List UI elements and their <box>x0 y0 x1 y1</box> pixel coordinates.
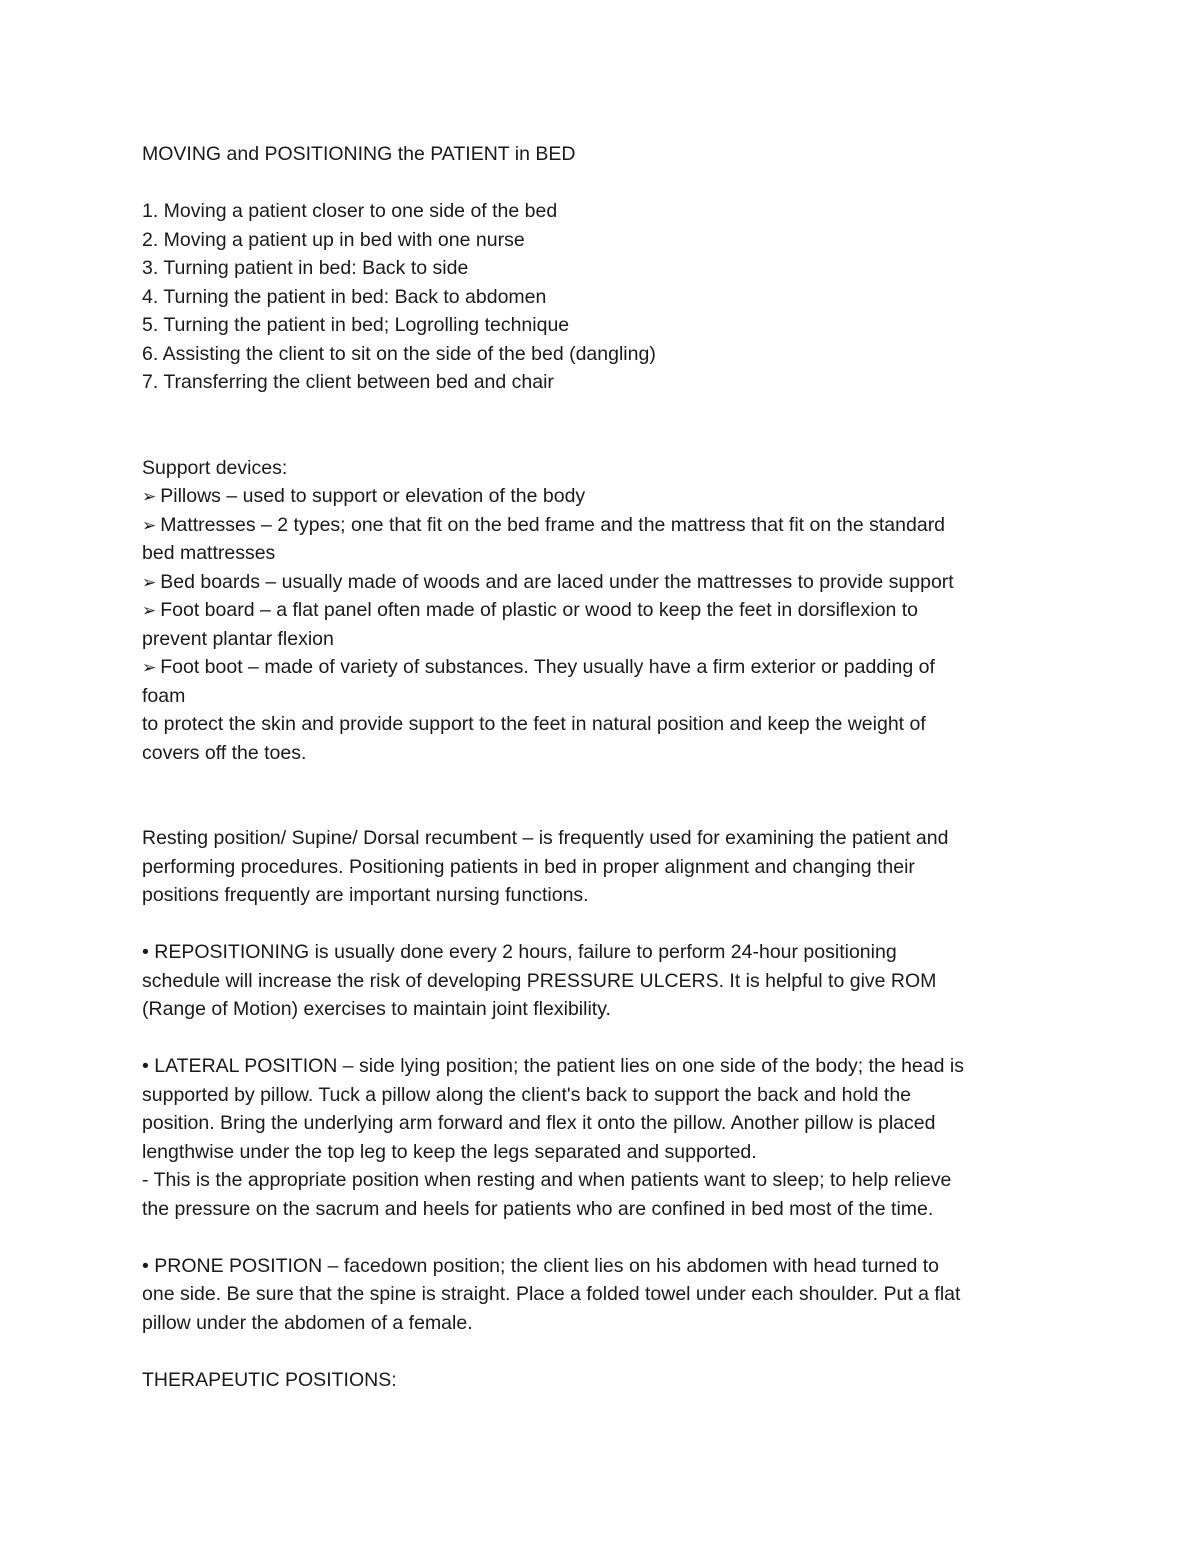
support-device-text: Pillows – used to support or elevation of the body <box>160 485 586 507</box>
prone-position-paragraph <box>142 1252 1067 1338</box>
paragraph-line: Resting position/ Supine/ Dorsal recumbent – is frequently used for examining the patient and <box>142 827 949 849</box>
support-device-text-continued: bed mattresses <box>142 542 276 564</box>
paragraph-line: supported by pillow. Tuck a pillow along the client's back to support the back and hold the <box>142 1083 912 1106</box>
support-device-text-continued: prevent plantar flexion <box>142 627 334 650</box>
paragraph-line: pillow under the abdomen of a female. <box>142 1311 473 1334</box>
spacer <box>142 1024 1067 1053</box>
paragraph-line: (Range of Motion) exercises to maintain joint flexibility. <box>142 998 611 1020</box>
support-device-text: Bed boards – usually made of woods and are laced under the mattresses to provide support <box>160 570 954 593</box>
spacer <box>142 1337 1067 1366</box>
paragraph-line: schedule will increase the risk of developing PRESSURE ULCERS. It is helpful to give ROM <box>142 969 937 992</box>
procedure-item: 5. Turning the patient in bed; Logrolling technique <box>142 314 570 336</box>
therapeutic-positions-heading: THERAPEUTIC POSITIONS: <box>142 1368 397 1391</box>
support-devices-heading: Support devices: <box>142 456 288 479</box>
support-devices-section <box>142 454 1067 768</box>
support-device-item <box>142 568 1067 597</box>
support-device-item <box>142 596 1067 625</box>
paragraph-line: position. Bring the underlying arm forward and flex it onto the pillow. Another pillow is placed <box>142 1112 936 1134</box>
paragraph-line: • REPOSITIONING is usually done every 2 hours, failure to perform 24-hour positioning <box>142 941 897 963</box>
lateral-position-paragraph <box>142 1052 1067 1223</box>
support-continuation-line: covers off the toes. <box>142 741 307 764</box>
arrow-bullet-icon: ➢ <box>142 601 157 621</box>
paragraph-line: lengthwise under the top leg to keep the legs separated and supported. <box>142 1140 757 1163</box>
support-device-text-continued: foam <box>142 684 186 707</box>
document-title: MOVING and POSITIONING the PATIENT in BED <box>142 143 576 165</box>
paragraph-line: one side. Be sure that the spine is straight. Place a folded towel under each shoulder. Put a flat <box>142 1283 961 1305</box>
procedure-item: 7. Transferring the client between bed and chair <box>142 371 554 393</box>
spacer <box>142 397 1067 454</box>
support-device-text: Foot board – a flat panel often made of plastic or wood to keep the feet in dorsiflexion to <box>160 599 918 621</box>
spacer <box>142 1223 1067 1252</box>
procedure-item: 4. Turning the patient in bed: Back to abdomen <box>142 285 547 308</box>
resting-position-paragraph <box>142 824 1067 910</box>
support-device-text: Foot boot – made of variety of substances. They usually have a firm exterior or padding of <box>160 656 935 678</box>
arrow-bullet-icon: ➢ <box>142 658 157 678</box>
paragraph-line: performing procedures. Positioning patients in bed in proper alignment and changing their <box>142 855 915 878</box>
paragraph-line: • LATERAL POSITION – side lying position; the patient lies on one side of the body; the head is <box>142 1055 964 1077</box>
arrow-bullet-icon: ➢ <box>142 515 157 536</box>
paragraph-line: positions frequently are important nursing functions. <box>142 884 589 906</box>
paragraph-line: • PRONE POSITION – facedown position; the client lies on his abdomen with head turned to <box>142 1254 939 1277</box>
procedure-item: 1. Moving a patient closer to one side of the bed <box>142 200 558 222</box>
procedure-item: 6. Assisting the client to sit on the side of the bed (dangling) <box>142 342 656 365</box>
support-device-item <box>142 482 1067 511</box>
support-device-text: Mattresses – 2 types; one that fit on the bed frame and the mattress that fit on the standard <box>160 513 946 536</box>
procedure-list <box>142 197 1067 397</box>
support-device-item <box>142 653 1067 682</box>
spacer <box>142 910 1067 939</box>
paragraph-line: the pressure on the sacrum and heels for patients who are confined in bed most of the time. <box>142 1197 934 1220</box>
spacer <box>142 767 1067 824</box>
spacer <box>142 169 1067 198</box>
procedure-item: 3. Turning patient in bed: Back to side <box>142 257 469 279</box>
procedure-item: 2. Moving a patient up in bed with one nurse <box>142 228 525 251</box>
support-continuation-line: to protect the skin and provide support to the feet in natural position and keep the weight of <box>142 713 926 735</box>
arrow-bullet-icon: ➢ <box>142 487 157 507</box>
arrow-bullet-icon: ➢ <box>142 572 157 593</box>
paragraph-line: - This is the appropriate position when resting and when patients want to sleep; to help relieve <box>142 1169 952 1191</box>
support-device-item <box>142 511 1067 540</box>
repositioning-paragraph <box>142 938 1067 1024</box>
document-page <box>142 140 1067 1394</box>
